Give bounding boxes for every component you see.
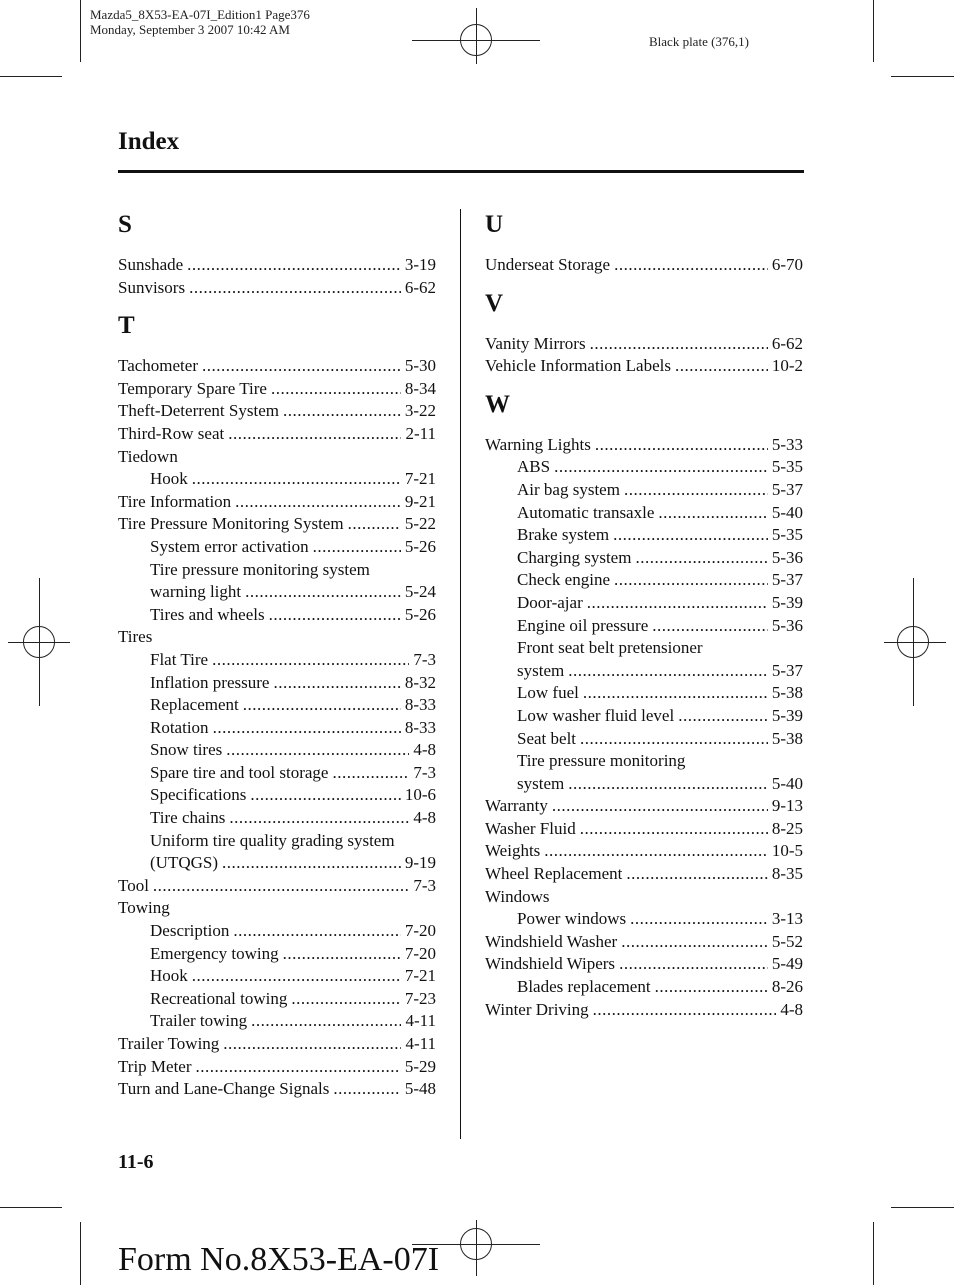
dot-leader	[223, 1033, 401, 1056]
dot-leader	[652, 615, 768, 638]
dot-leader	[273, 672, 400, 695]
entry-term: Flat Tire	[150, 649, 209, 669]
page-title: Index	[118, 128, 180, 155]
entry-term: warning light	[150, 582, 242, 602]
entry-term: Inflation pressure	[150, 672, 270, 692]
entry-page-ref: 7-20	[404, 943, 436, 963]
entry-term: Vehicle Information Labels	[485, 356, 671, 376]
entry-term: Brake system	[517, 525, 610, 545]
entry-page-ref: 5-33	[771, 434, 803, 454]
index-entry	[118, 739, 436, 762]
print-header-line1: Mazda5_8X53-EA-07I_Edition1 Page376	[90, 7, 310, 22]
entry-term: Tire chains	[150, 808, 226, 828]
entry-page-ref: 5-35	[771, 525, 803, 545]
dot-leader	[153, 875, 409, 898]
index-section	[485, 287, 803, 378]
index-entry	[485, 355, 803, 378]
index-entry	[118, 920, 436, 943]
index-entry	[485, 547, 803, 570]
entry-term: Hook	[150, 966, 188, 986]
entry-page-ref: 5-37	[771, 570, 803, 590]
dot-leader	[635, 547, 767, 570]
column-divider	[460, 209, 461, 1139]
dot-leader	[552, 795, 768, 818]
entry-term: Underseat Storage	[485, 255, 611, 274]
entry-page-ref: 4-8	[413, 808, 436, 828]
entry-term: system	[517, 773, 565, 793]
dot-leader	[580, 818, 768, 841]
index-entry	[485, 931, 803, 954]
entry-page-ref: 4-11	[405, 1011, 436, 1031]
entry-term: Recreational towing	[150, 988, 288, 1008]
entry-page-ref: 7-20	[404, 921, 436, 941]
entry-term: Warning Lights	[485, 434, 591, 454]
dot-leader	[228, 423, 401, 446]
entry-page-ref: 9-19	[404, 853, 436, 873]
dot-leader	[226, 739, 409, 762]
index-entry	[485, 999, 803, 1022]
dot-leader	[233, 920, 401, 943]
entry-page-ref: 5-35	[771, 457, 803, 477]
entry-term: Theft-Deterrent System	[118, 401, 279, 421]
index-entry	[118, 581, 436, 604]
entry-term: system	[517, 660, 565, 680]
entry-page-ref: 6-62	[771, 333, 803, 353]
dot-leader	[251, 1010, 401, 1033]
dot-leader	[291, 988, 400, 1011]
entry-term: Blades replacement	[517, 977, 651, 997]
entry-term: Tachometer	[118, 356, 198, 376]
dot-leader	[590, 333, 768, 356]
index-entry	[485, 728, 803, 751]
entry-page-ref: 3-22	[404, 401, 436, 421]
index-entry	[118, 446, 436, 469]
entry-term: Windows	[485, 886, 550, 906]
dot-leader	[626, 863, 767, 886]
dot-leader	[583, 682, 768, 705]
entry-term: Windshield Washer	[485, 931, 618, 951]
section-letter: V	[485, 289, 504, 317]
dot-leader	[587, 592, 768, 615]
entry-term: Replacement	[150, 695, 239, 715]
dot-leader	[595, 434, 768, 457]
index-entry	[485, 750, 803, 773]
index-entry	[485, 840, 803, 863]
entry-term: Temporary Spare Tire	[118, 378, 267, 398]
entry-page-ref: 5-24	[404, 582, 436, 602]
print-plate-label: Black plate (376,1)	[649, 34, 749, 49]
entry-page-ref: 5-48	[404, 1079, 436, 1099]
entry-term: Specifications	[150, 785, 247, 805]
entry-term: Washer Fluid	[485, 818, 576, 838]
entry-page-ref: 7-21	[404, 966, 436, 986]
dot-leader	[675, 355, 768, 378]
entry-page-ref: 10-5	[771, 841, 803, 861]
dot-leader	[544, 840, 768, 863]
entry-term: Snow tires	[150, 740, 223, 760]
dot-leader	[614, 569, 768, 592]
entry-term: Air bag system	[517, 479, 620, 499]
entry-term: Tiedown	[118, 446, 178, 466]
entry-term: Low washer fluid level	[517, 705, 675, 725]
entry-term: Hook	[150, 469, 188, 489]
entry-page-ref: 5-38	[771, 728, 803, 748]
entry-page-ref: 2-11	[405, 423, 436, 443]
dot-leader	[222, 852, 401, 875]
entry-term: Weights	[485, 841, 541, 861]
dot-leader	[568, 660, 768, 683]
index-entry	[485, 592, 803, 615]
dot-leader	[580, 728, 768, 751]
entry-term: ABS	[517, 457, 551, 477]
dot-leader	[189, 277, 401, 300]
entry-term: Emergency towing	[150, 943, 279, 963]
index-entry	[485, 569, 803, 592]
dot-leader	[568, 773, 768, 796]
entry-term: Tires	[118, 627, 153, 647]
index-section	[118, 208, 436, 299]
section-letter: S	[118, 211, 132, 238]
index-entry	[118, 277, 436, 300]
index-entry	[118, 1033, 436, 1056]
entry-page-ref: 8-32	[404, 672, 436, 692]
entry-page-ref: 7-23	[404, 988, 436, 1008]
section-letter: W	[485, 390, 510, 418]
entry-term: Seat belt	[517, 728, 577, 748]
index-entry	[485, 502, 803, 525]
entry-page-ref: 3-19	[404, 255, 436, 274]
form-number: Form No.8X53-EA-07I	[118, 1241, 440, 1278]
dot-leader	[229, 807, 409, 830]
dot-leader	[619, 953, 768, 976]
index-entry	[485, 333, 803, 356]
index-entry	[118, 717, 436, 740]
entry-page-ref: 7-3	[413, 875, 436, 895]
index-entry	[485, 773, 803, 796]
index-entry	[118, 649, 436, 672]
index-entry	[118, 830, 436, 853]
entry-page-ref: 4-8	[780, 999, 803, 1019]
entry-page-ref: 5-52	[771, 931, 803, 951]
entry-page-ref: 5-37	[771, 479, 803, 499]
index-column-right	[485, 208, 803, 1021]
dot-leader	[213, 717, 401, 740]
index-entry	[118, 355, 436, 378]
index-entry	[485, 795, 803, 818]
dot-leader	[271, 378, 401, 401]
index-entry	[118, 536, 436, 559]
entry-term: Towing	[118, 898, 170, 918]
index-entry	[118, 1078, 436, 1101]
entry-page-ref: 5-30	[404, 356, 436, 376]
index-entry	[485, 886, 803, 909]
index-entry	[118, 965, 436, 988]
dot-leader	[332, 762, 409, 785]
index-entry	[485, 479, 803, 502]
entry-page-ref: 5-39	[771, 705, 803, 725]
index-entry	[118, 254, 436, 277]
index-entry	[118, 875, 436, 898]
dot-leader	[243, 694, 401, 717]
entry-page-ref: 4-11	[405, 1034, 436, 1053]
index-entry	[485, 705, 803, 728]
entry-page-ref: 5-37	[771, 660, 803, 680]
entry-term: Trailer towing	[150, 1011, 248, 1031]
entry-page-ref: 4-8	[413, 740, 436, 760]
entry-term: Tires and wheels	[150, 604, 265, 624]
section-letter: T	[118, 312, 135, 340]
entry-term: Trip Meter	[118, 1056, 192, 1076]
dot-leader	[192, 468, 401, 491]
dot-leader	[624, 479, 768, 502]
index-entry	[118, 672, 436, 695]
dot-leader	[187, 254, 401, 277]
dot-leader	[196, 1056, 401, 1079]
entry-page-ref: 7-3	[413, 762, 436, 782]
entry-page-ref: 5-29	[404, 1056, 436, 1076]
index-entry	[118, 1010, 436, 1033]
entry-term: Tire pressure monitoring system	[150, 559, 370, 579]
dot-leader	[245, 581, 401, 604]
entry-page-ref: 8-33	[404, 717, 436, 737]
index-section	[485, 208, 803, 277]
entry-page-ref: 5-39	[771, 592, 803, 612]
entry-page-ref: 5-40	[771, 773, 803, 793]
index-entry	[118, 378, 436, 401]
entry-page-ref: 5-22	[404, 514, 436, 534]
entry-term: (UTQGS)	[150, 853, 218, 873]
entry-page-ref: 9-21	[404, 491, 436, 511]
entry-term: Rotation	[150, 717, 209, 737]
entry-term: Warranty	[485, 796, 548, 816]
entry-page-ref: 5-36	[771, 547, 803, 567]
index-section	[485, 388, 803, 1021]
entry-term: Tire Information	[118, 491, 232, 511]
page-number: 11-6	[118, 1151, 154, 1173]
index-entry	[118, 491, 436, 514]
entry-page-ref: 5-26	[404, 536, 436, 556]
index-entry	[118, 807, 436, 830]
index-entry	[485, 254, 803, 277]
dot-leader	[678, 705, 768, 728]
dot-leader	[554, 456, 768, 479]
dot-leader	[613, 524, 768, 547]
entry-term: Door-ajar	[517, 592, 583, 612]
index-section	[118, 309, 436, 1101]
dot-leader	[269, 604, 401, 627]
dot-leader	[202, 355, 401, 378]
index-entry	[118, 897, 436, 920]
index-entry	[118, 943, 436, 966]
index-entry	[118, 400, 436, 423]
index-entry	[485, 863, 803, 886]
dot-leader	[658, 502, 767, 525]
entry-term: Charging system	[517, 547, 632, 567]
entry-term: Spare tire and tool storage	[150, 762, 329, 782]
entry-page-ref: 7-21	[404, 469, 436, 489]
entry-page-ref: 5-49	[771, 954, 803, 974]
index-entry	[118, 513, 436, 536]
entry-term: Sunshade	[118, 255, 184, 274]
index-entry	[118, 1056, 436, 1079]
dot-leader	[333, 1078, 400, 1101]
index-entry	[485, 524, 803, 547]
entry-term: Low fuel	[517, 683, 579, 703]
index-entry	[485, 660, 803, 683]
dot-leader	[593, 999, 777, 1022]
entry-page-ref: 6-62	[404, 277, 436, 297]
index-entry	[118, 784, 436, 807]
index-entry	[485, 456, 803, 479]
index-entry	[485, 682, 803, 705]
entry-term: Windshield Wipers	[485, 954, 616, 974]
entry-term: Third-Row seat	[118, 423, 225, 443]
index-entry	[485, 908, 803, 931]
entry-term: Tire Pressure Monitoring System	[118, 514, 344, 534]
print-header-line2: Monday, September 3 2007 10:42 AM	[90, 22, 290, 37]
index-entry	[485, 615, 803, 638]
dot-leader	[283, 943, 401, 966]
entry-page-ref: 5-36	[771, 615, 803, 635]
print-header-info	[90, 7, 310, 37]
entry-term: Sunvisors	[118, 277, 186, 297]
index-column-left	[118, 208, 436, 1101]
entry-term: Winter Driving	[485, 999, 589, 1019]
entry-page-ref: 6-70	[771, 255, 803, 274]
entry-term: Engine oil pressure	[517, 615, 649, 635]
entry-term: Front seat belt pretensioner	[517, 638, 703, 658]
entry-page-ref: 7-3	[413, 649, 436, 669]
entry-term: Description	[150, 921, 230, 941]
index-entry	[118, 559, 436, 582]
index-entry	[485, 818, 803, 841]
entry-page-ref: 10-2	[771, 356, 803, 376]
dot-leader	[283, 400, 401, 423]
index-entry	[485, 976, 803, 999]
entry-term: Automatic transaxle	[517, 502, 655, 522]
entry-page-ref: 8-26	[771, 977, 803, 997]
entry-term: Power windows	[517, 909, 627, 929]
dot-leader	[235, 491, 401, 514]
entry-page-ref: 8-35	[771, 864, 803, 884]
entry-term: System error activation	[150, 536, 309, 556]
index-entry	[118, 604, 436, 627]
index-entry	[485, 953, 803, 976]
entry-page-ref: 5-26	[404, 604, 436, 624]
entry-term: Vanity Mirrors	[485, 333, 586, 353]
title-rule	[118, 170, 804, 173]
entry-page-ref: 3-13	[771, 909, 803, 929]
entry-page-ref: 8-33	[404, 695, 436, 715]
index-entry	[118, 626, 436, 649]
entry-page-ref: 10-6	[404, 785, 436, 805]
index-entry	[118, 988, 436, 1011]
entry-term: Check engine	[517, 570, 610, 590]
entry-term: Wheel Replacement	[485, 864, 623, 884]
index-entry	[485, 637, 803, 660]
entry-page-ref: 5-40	[771, 502, 803, 522]
index-entry	[118, 762, 436, 785]
entry-page-ref: 5-38	[771, 683, 803, 703]
entry-page-ref: 8-34	[404, 378, 436, 398]
dot-leader	[348, 513, 401, 536]
dot-leader	[212, 649, 409, 672]
dot-leader	[313, 536, 401, 559]
index-entry	[485, 434, 803, 457]
entry-term: Turn and Lane-Change Signals	[118, 1079, 330, 1099]
section-letter: U	[485, 211, 504, 238]
index-entry	[118, 468, 436, 491]
dot-leader	[630, 908, 768, 931]
dot-leader	[614, 254, 768, 277]
entry-term: Trailer Towing	[118, 1034, 220, 1053]
dot-leader	[621, 931, 768, 954]
index-entry	[118, 423, 436, 446]
entry-term: Tire pressure monitoring	[517, 751, 686, 771]
dot-leader	[655, 976, 768, 999]
entry-term: Tool	[118, 875, 149, 895]
dot-leader	[250, 784, 401, 807]
index-entry	[118, 852, 436, 875]
entry-page-ref: 8-25	[771, 818, 803, 838]
dot-leader	[192, 965, 401, 988]
entry-term: Uniform tire quality grading system	[150, 830, 395, 850]
entry-page-ref: 9-13	[771, 796, 803, 816]
index-entry	[118, 694, 436, 717]
